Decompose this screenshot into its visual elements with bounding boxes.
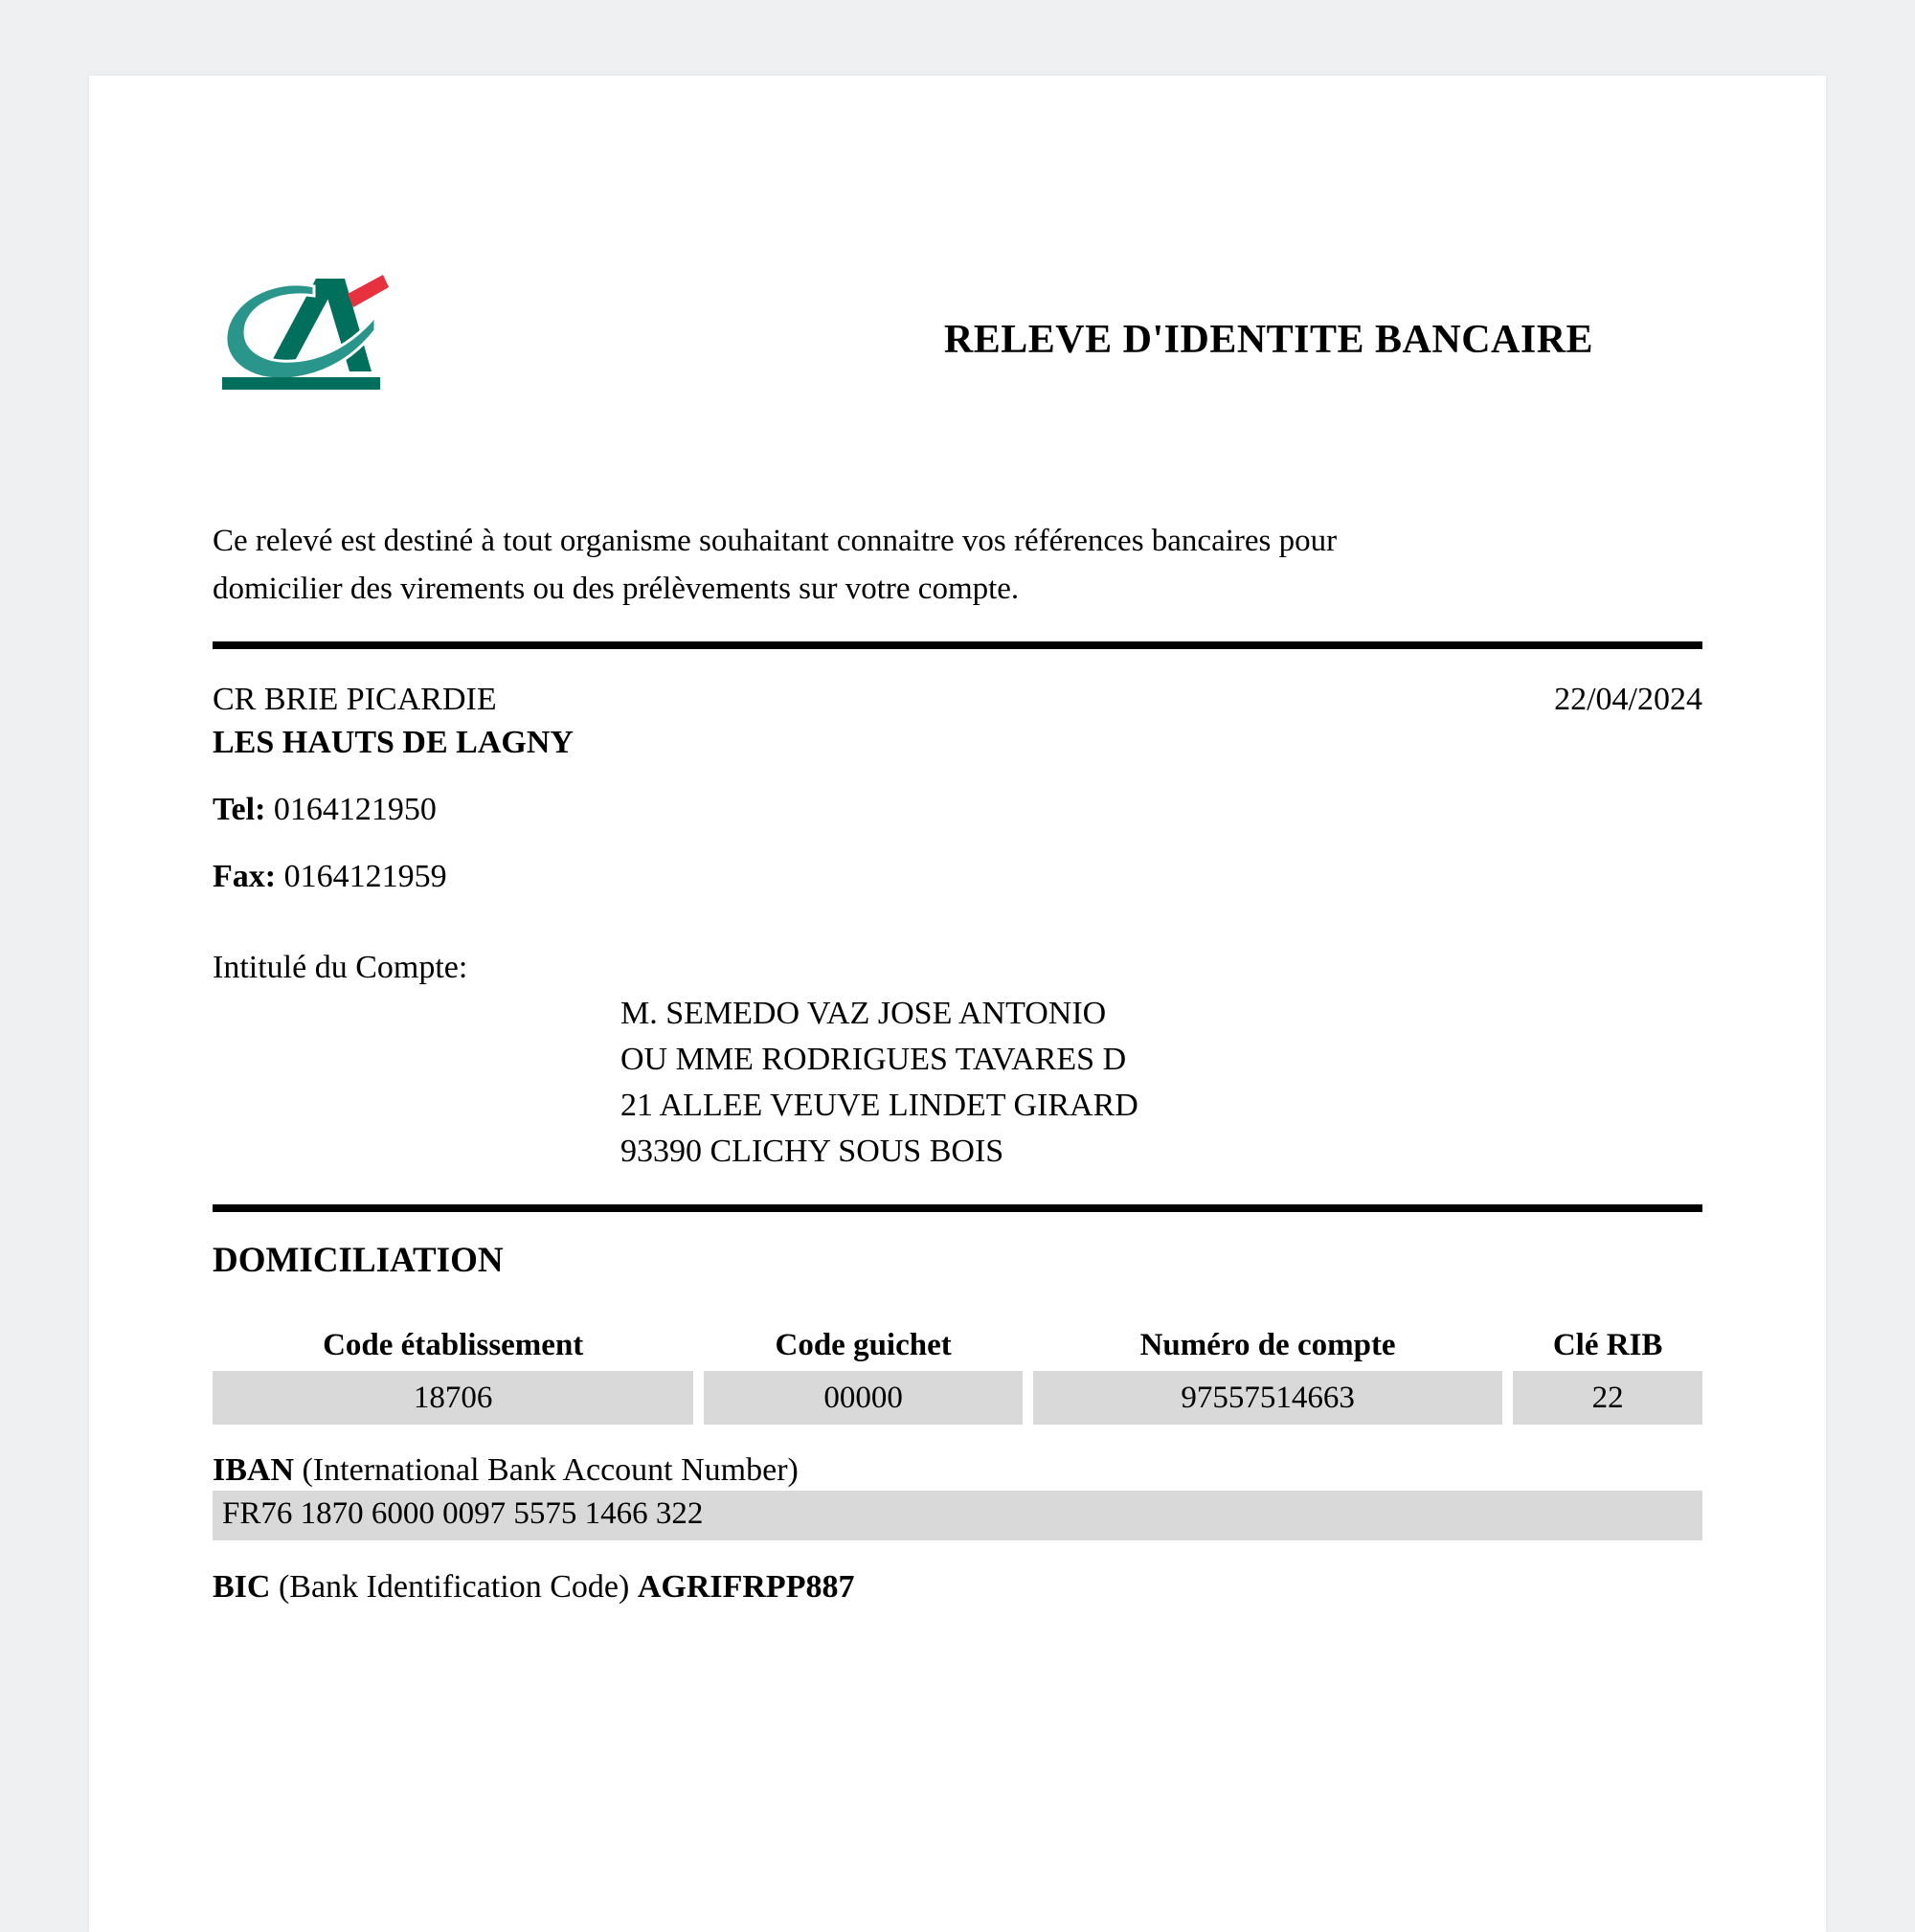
rib-value-numero-compte: 97557514663 — [1033, 1371, 1502, 1425]
holder-line: M. SEMEDO VAZ JOSE ANTONIO — [620, 996, 1107, 1031]
bic-value: AGRIFRPP887 — [637, 1569, 855, 1605]
intro-line-2: domicilier des virements ou des prélèvements sur votre compte. — [213, 572, 1020, 606]
branch-name: LES HAUTS DE LAGNY — [213, 725, 574, 760]
iban-label: IBAN — [213, 1452, 295, 1488]
rib-header-numero-compte: Numéro de compte — [1139, 1328, 1396, 1362]
iban-label-line — [213, 1450, 1702, 1491]
rib-table-value-row — [213, 1371, 1702, 1425]
rib-value-code-guichet: 00000 — [704, 1371, 1023, 1425]
rib-value-code-etablissement: 18706 — [213, 1371, 693, 1425]
rib-value-cle-rib: 22 — [1513, 1371, 1702, 1425]
credit-agricole-logo-icon — [220, 273, 393, 392]
iban-value: FR76 1870 6000 0097 5575 1466 322 — [213, 1491, 1702, 1540]
rib-table-header-row — [213, 1326, 1702, 1364]
rib-table — [213, 1326, 1702, 1425]
bank-name: CR BRIE PICARDIE — [213, 682, 497, 717]
document-header — [89, 76, 1826, 412]
bank-header-row — [213, 680, 1702, 720]
divider-domiciliation — [213, 1204, 1702, 1212]
divider-top — [213, 641, 1702, 649]
holder-line: 21 ALLEE VEUVE LINDET GIRARD — [620, 1088, 1138, 1123]
bic-label-suffix: (Bank Identification Code) — [278, 1569, 630, 1605]
fax-line — [213, 857, 1702, 897]
account-title-label: Intitulé du Compte: — [213, 950, 468, 985]
iban-label-suffix: (International Bank Account Number) — [302, 1452, 799, 1488]
rib-header-code-etablissement: Code établissement — [323, 1328, 584, 1362]
bic-label: BIC — [213, 1569, 271, 1605]
intro-paragraph — [213, 517, 1702, 613]
rib-header-code-guichet: Code guichet — [775, 1328, 952, 1362]
intro-line-1: Ce relevé est destiné à tout organisme souhaitant connaitre vos références bancaires pour — [213, 524, 1338, 558]
holder-line: OU MME RODRIGUES TAVARES D — [620, 1042, 1127, 1077]
rib-header-cle-rib: Clé RIB — [1552, 1328, 1663, 1362]
account-holder-block — [620, 991, 1702, 1175]
fax-value: 0164121959 — [283, 859, 447, 894]
tel-label: Tel: — [213, 792, 266, 827]
bic-line — [213, 1567, 1702, 1607]
credit-agricole-logo — [220, 273, 393, 392]
holder-line: 93390 CLICHY SOUS BOIS — [620, 1134, 1004, 1169]
document-title: RELEVE D'IDENTITE BANCAIRE — [943, 318, 1594, 362]
statement-date: 22/04/2024 — [1554, 682, 1702, 717]
domiciliation-heading: DOMICILIATION — [213, 1241, 504, 1280]
tel-line — [213, 790, 1702, 830]
document-sheet — [89, 76, 1826, 1932]
fax-label: Fax: — [213, 859, 277, 894]
tel-value: 0164121950 — [273, 792, 437, 827]
